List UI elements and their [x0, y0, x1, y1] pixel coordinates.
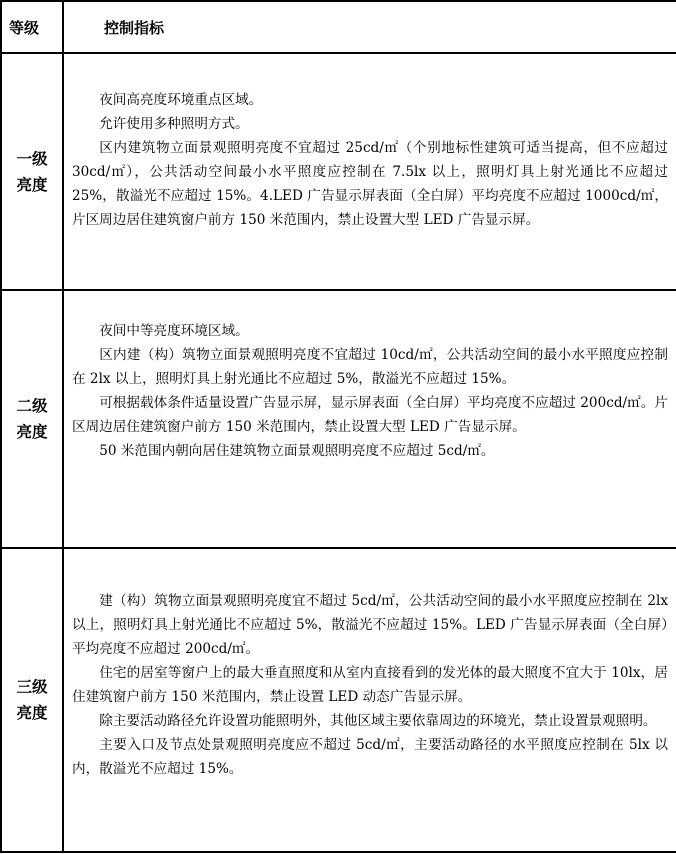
control-cell	[63, 53, 676, 290]
control-cell	[63, 548, 676, 852]
grade-label-line2: 亮度	[16, 704, 48, 722]
control-paragraph: 住宅的居室等窗户上的最大垂直照度和从室内直接看到的发光体的最大照度不宜大于 10lx，居住建筑窗户前方 150 米范围内，禁止设置 LED 动态广告显示屏。	[72, 665, 668, 705]
table-row	[1, 290, 676, 548]
grade-cell	[1, 548, 63, 852]
control-paragraph: 区内建筑物立面景观照明亮度不宜超过 25cd/㎡（个别地标性建筑可适当提高，但不应超过 30cd/㎡），公共活动空间最小水平照度应控制在 7.5lx 以上，照明灯具上射光通比不应超过 25%，散溢光不应超过 15%。4.LED 广告显示屏表面（全白屏）平均亮度不应超过 1000cd/㎡，片区周边居住建筑窗户前方 150 米范围内，禁止设置大型 LED 广告显示屏。	[72, 140, 668, 228]
grade-cell	[1, 53, 63, 290]
control-paragraph: 夜间高亮度环境重点区域。	[99, 92, 263, 108]
control-paragraph: 50 米范围内朝向居住建筑物立面景观照明亮度不应超过 5cd/㎡。	[99, 443, 495, 459]
control-paragraph: 除主要活动路径允许设置功能照明外，其他区域主要依靠周边的环境光，禁止设置景观照明。	[99, 713, 657, 729]
grade-label-line2: 亮度	[16, 423, 48, 441]
table-row	[1, 548, 676, 852]
grade-label-line1: 三级	[16, 678, 48, 696]
control-paragraph: 主要入口及节点处景观照明亮度应不超过 5cd/㎡，主要活动路径的水平照度应控制在 5lx 以内，散溢光不应超过 15%。	[72, 737, 668, 777]
grade-label-line1: 二级	[16, 397, 48, 415]
control-paragraph: 建（构）筑物立面景观照明亮度宜不超过 5cd/㎡，公共活动空间的最小水平照度应控制在 2lx 以上，照明灯具上射光通比不应超过 5%，散溢光不应超过 15%。LED 广告显示屏表面（全白屏）平均亮度不应超过 200cd/㎡。	[72, 593, 668, 657]
control-paragraph: 区内建（构）筑物立面景观照明亮度不宜超过 10cd/㎡，公共活动空间的最小水平照度应控制在 2lx 以上，照明灯具上射光通比不应超过 5%，散溢光不应超过 15%。	[72, 347, 668, 387]
table-header-row	[1, 1, 676, 53]
grade-label-line1: 一级	[16, 149, 48, 168]
grade-label-line2: 亮度	[16, 175, 48, 194]
control-paragraph: 夜间中等亮度环境区域。	[99, 323, 249, 339]
table-row	[1, 53, 676, 290]
control-cell	[63, 290, 676, 548]
control-column-header: 控制指标	[63, 1, 676, 53]
grade-column-header: 等级	[1, 1, 63, 53]
control-paragraph: 允许使用多种照明方式。	[99, 116, 249, 132]
control-paragraph: 可根据载体条件适量设置广告显示屏，显示屏表面（全白屏）平均亮度不应超过 200cd/㎡。片区周边居住建筑窗户前方 150 米范围内，禁止设置大型 LED 广告显示屏。	[72, 395, 668, 435]
grade-cell	[1, 290, 63, 548]
